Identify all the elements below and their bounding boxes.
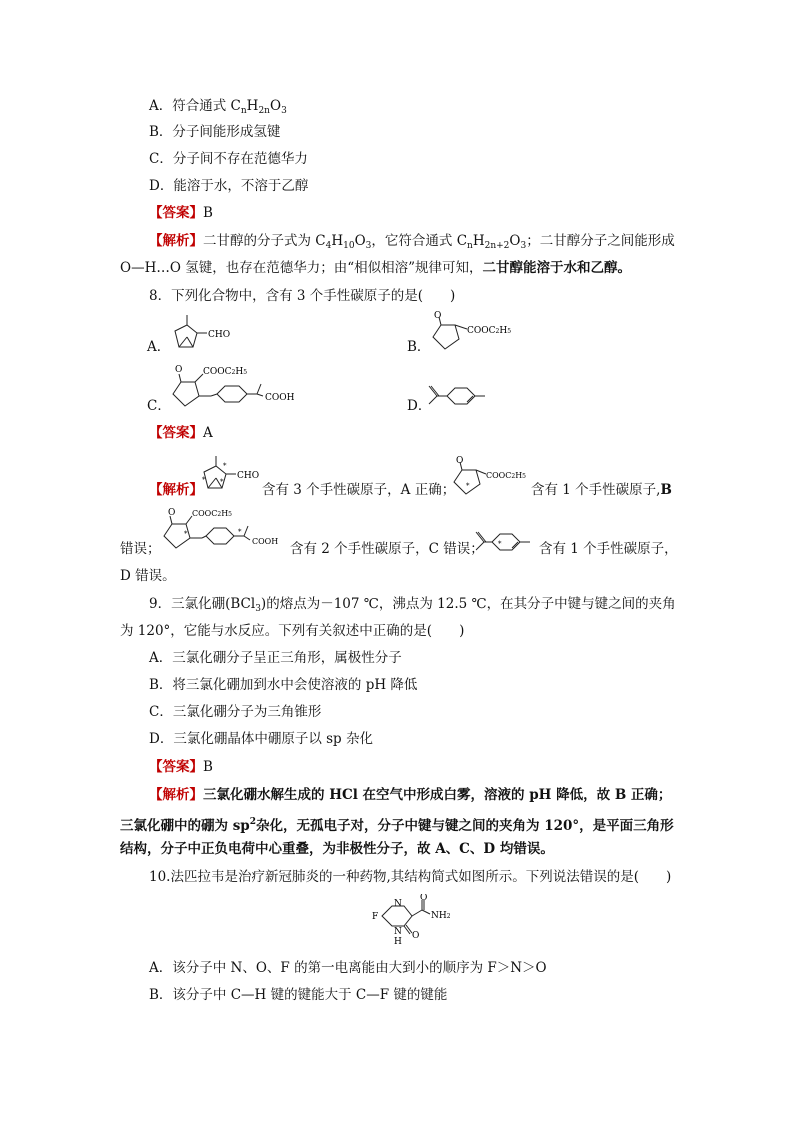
- q10-nh-label: N: [394, 927, 402, 937]
- q8-analysis-structure-c: [160, 506, 292, 554]
- q7-analysis-line-1: 【解析】二甘醇的分子式为 $C_4H_{10}O_3$，它符合通式 $C_nH_{2n+2}O_3$；二甘醇分子之间能形成: [149, 233, 675, 251]
- q10-h-label: H: [394, 937, 402, 946]
- q8b-ester-label: COOC2H5: [467, 326, 512, 336]
- q8-structure-d: [425, 380, 505, 412]
- q8c-ester-label: COOC2H5: [203, 367, 248, 377]
- q7-option-b: B．分子间能形成氢键: [149, 124, 281, 140]
- q10-o-label: O: [420, 894, 428, 903]
- chiral-star: *: [202, 476, 206, 484]
- q8-analysis-structure-a: [198, 454, 264, 498]
- q10-o2-label: O: [412, 931, 420, 941]
- chiral-star: *: [220, 478, 224, 486]
- q8-structure-a: [165, 313, 245, 357]
- q8c-cooh-label: COOH: [265, 393, 295, 403]
- q8-analysis-structure-b: [450, 456, 532, 498]
- q8-analysis-c-prefix: 错误；: [120, 541, 161, 557]
- answer-label: 【答案】: [149, 205, 203, 221]
- q8-analysis-label: 【解析】: [149, 482, 203, 498]
- q9-analysis-line-3: 结构，分子中正负电荷中心重叠，为非极性分子，故 A、C、D 均错误。: [120, 841, 554, 857]
- q10-favipiravir-structure: [368, 894, 462, 946]
- q8-option-c-label: C．: [147, 398, 171, 414]
- q7-option-c: C．分子间不存在范德华力: [149, 151, 308, 167]
- chiral-star: *: [223, 462, 227, 470]
- q7-option-d: D．能溶于水，不溶于乙醇: [149, 178, 309, 194]
- chiral-star: *: [466, 482, 470, 490]
- q9-option-b: B．将三氯化硼加到水中会使溶液的 pH 降低: [149, 677, 418, 693]
- svg-text:O: O: [456, 456, 464, 466]
- svg-text:COOC2H5: COOC2H5: [192, 509, 232, 518]
- q8-analysis-d: 含有 1 个手性碳原子，: [539, 541, 678, 557]
- chiral-star: *: [498, 540, 502, 548]
- q9-analysis-line-1: 【解析】三氯化硼水解生成的 HCl 在空气中形成白雾，溶液的 pH 降低，故 B 正确；: [149, 787, 672, 803]
- q9-option-a: A．三氯化硼分子呈正三角形，属极性分子: [149, 650, 402, 666]
- q8b-o-label: O: [434, 311, 442, 321]
- q8-option-d-label: D．: [407, 398, 432, 414]
- svg-text:CHO: CHO: [237, 471, 260, 481]
- q9-stem-line-2: 为 120°，它能与水反应。下列有关叙述中正确的是( ): [120, 623, 465, 639]
- chiral-star: *: [238, 528, 242, 536]
- q8-option-a-label: A．: [147, 339, 171, 355]
- q9-analysis-line-2: 三氯化硼中的硼为 $sp^2$杂化，无孤电子对，分子中键与键之间的夹角为 120°，是平面三角形: [120, 817, 674, 834]
- q10-f-label: F: [372, 912, 379, 922]
- q10-option-b: B．该分子中 C—H 键的键能大于 C—F 键的键能: [149, 987, 448, 1003]
- q10-stem: 10.法匹拉韦是治疗新冠肺炎的一种药物,其结构简式如图所示。下列说法错误的是( ): [149, 869, 672, 885]
- q8-analysis-d-end: D 错误。: [120, 568, 176, 584]
- q7-analysis-line-2: O—H…O 氢键，也存在范德华力；由“相似相溶”规律可知，二甘醇能溶于水和乙醇。: [120, 260, 632, 276]
- q9-option-d: D．三氯化硼晶体中硼原子以 sp 杂化: [149, 731, 373, 747]
- q10-option-a: A．该分子中 N、O、F 的第一电离能由大到小的顺序为 F＞N＞O: [149, 960, 547, 976]
- q7-answer: 【答案】B: [149, 205, 213, 221]
- q8-analysis-b: 含有 1 个手性碳原子,B: [531, 482, 672, 498]
- q8c-o-label: O: [175, 365, 183, 375]
- q8-answer: 【答案】A: [149, 425, 213, 441]
- q10-n-label: N: [394, 899, 402, 909]
- q9-stem-line-1: 9．三氯化硼(BCl$_3$)的熔点为－107 ℃，沸点为 12.5 ℃，在其分子中键与键之间的夹角: [149, 596, 676, 614]
- analysis-label: 【解析】: [149, 233, 203, 249]
- q8-analysis-c: 含有 2 个手性碳原子，C 错误；: [290, 541, 484, 557]
- q8-structure-c: [165, 364, 315, 412]
- svg-text:COOH: COOH: [252, 537, 279, 546]
- q9-option-c: C．三氯化硼分子为三角锥形: [149, 704, 322, 720]
- q9-answer: 【答案】B: [149, 759, 213, 775]
- q8-stem: 8．下列化合物中，含有 3 个手性碳原子的是( ): [149, 288, 456, 304]
- q8a-cho-label: CHO: [208, 330, 231, 340]
- q10-nh2-label: NH2: [431, 911, 451, 921]
- chiral-star: *: [184, 530, 188, 538]
- q8-option-b-label: B．: [407, 339, 431, 355]
- q8-analysis-a: 含有 3 个手性碳原子，A 正确；: [262, 482, 456, 498]
- svg-text:COOC2H5: COOC2H5: [486, 471, 526, 480]
- q8-analysis-structure-d: [474, 528, 538, 558]
- q8-structure-b: [425, 309, 525, 355]
- q7-option-a: A．符合通式 $C_nH_{2n}O_3$: [149, 98, 287, 116]
- svg-text:O: O: [168, 508, 176, 518]
